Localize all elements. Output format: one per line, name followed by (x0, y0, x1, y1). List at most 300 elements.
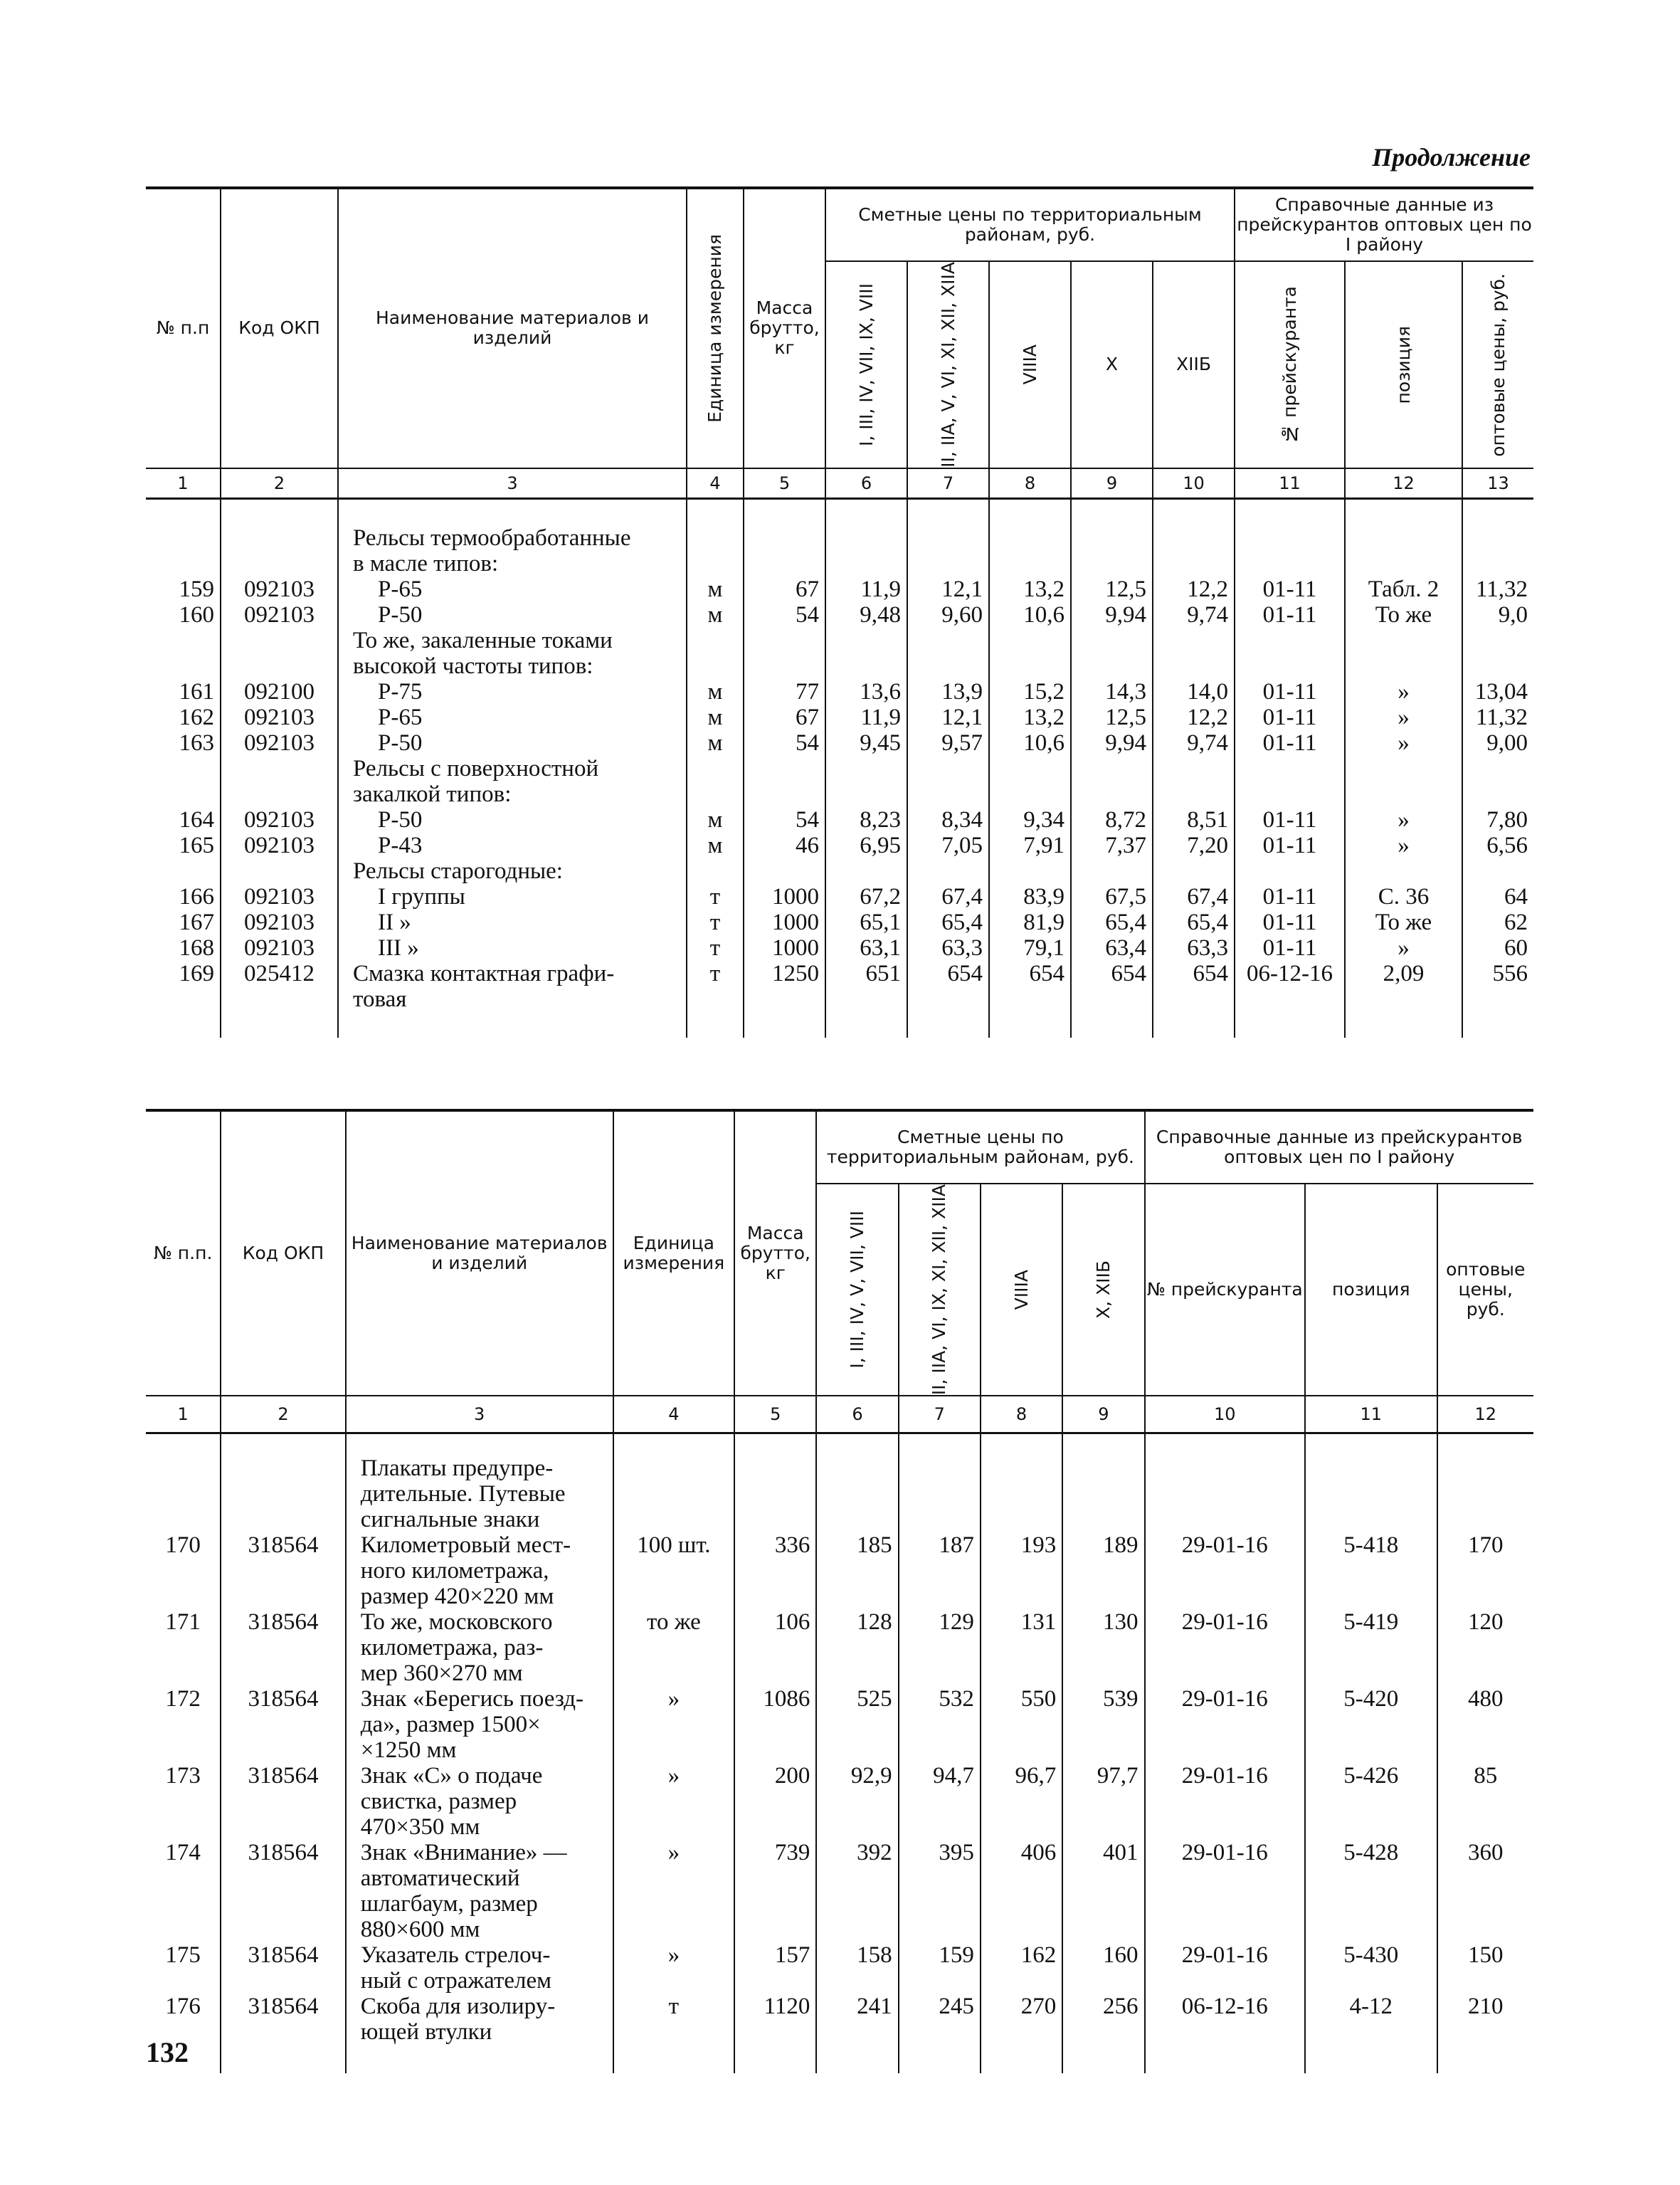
cell-p5: 9,74 (1153, 730, 1235, 756)
cell-p5: 67,4 (1153, 884, 1235, 910)
cell-name: шлагбаум, размер (346, 1891, 613, 1917)
spacer-cell (1153, 498, 1235, 525)
cell-mass: 1250 (744, 961, 825, 986)
cell-pos (1305, 1660, 1437, 1686)
cell-unit (687, 986, 744, 1012)
cell-num: 160 (179, 601, 214, 628)
cell-num (146, 781, 221, 807)
cell-code (221, 1660, 345, 1686)
table-row (146, 1891, 1533, 1917)
cell-p3: 15,2 (989, 679, 1071, 705)
cell-price (1437, 2019, 1533, 2045)
cell-p3 (981, 1968, 1062, 1994)
cell-pr (1145, 2019, 1306, 2045)
price-table-2 (146, 1109, 1533, 2073)
cell-name: высокой частоты типов: (338, 653, 687, 679)
cell-price: 13,04 (1462, 679, 1533, 705)
cell-p4 (1062, 1865, 1144, 1891)
cell-num: 165 (179, 832, 214, 858)
cell-price: 11,32 (1462, 576, 1533, 602)
table-cell (981, 1455, 1062, 1481)
header-ref-group: Справочные данные из прейскурантов оптовых цен по I району (1145, 1110, 1534, 1184)
cell-p2 (899, 1558, 981, 1584)
cell-mass (744, 628, 825, 653)
spacer-cell (221, 1012, 338, 1038)
cell-p3 (981, 1737, 1062, 1763)
cell-pos: 5-428 (1305, 1840, 1437, 1865)
header-ref-col: № прейскуранта (1235, 261, 1345, 468)
cell-mass (734, 1968, 816, 1994)
cell-p3 (989, 756, 1071, 781)
cell-p2 (907, 653, 989, 679)
cell-p3: 96,7 (981, 1763, 1062, 1789)
table-row (146, 1865, 1533, 1891)
cell-p3 (981, 1558, 1062, 1584)
cell-p5: 14,0 (1153, 679, 1235, 705)
cell-unit: » (613, 1942, 734, 1968)
cell-p2: 8,34 (907, 807, 989, 833)
column-number: 1 (146, 1396, 221, 1433)
cell-p3: 654 (989, 961, 1071, 986)
cell-code: 092100 (221, 679, 338, 705)
cell-pos: 5-420 (1305, 1686, 1437, 1712)
cell-unit: м (687, 730, 744, 756)
cell-code: 092103 (221, 576, 338, 602)
cell-pr (1145, 1558, 1306, 1584)
cell-name: товая (338, 986, 687, 1012)
cell-unit (613, 1635, 734, 1660)
cell-price (1437, 1917, 1533, 1942)
cell-code (221, 1558, 345, 1584)
spacer-cell (1153, 1012, 1235, 1038)
cell-num: 159 (179, 576, 214, 602)
cell-num: 170 (165, 1532, 201, 1559)
cell-p2 (907, 628, 989, 653)
cell-unit: м (687, 705, 744, 730)
spacer-cell (1437, 1433, 1533, 1456)
cell-pos (1305, 1712, 1437, 1737)
cell-unit (687, 756, 744, 781)
cell-mass (734, 1660, 816, 1686)
price-table-1 (146, 186, 1533, 1038)
cell-p3 (981, 1584, 1062, 1609)
cell-mass (734, 1737, 816, 1763)
cell-p4: 12,5 (1071, 576, 1153, 602)
cell-mass: 54 (744, 602, 825, 628)
table-cell (734, 1481, 816, 1507)
cell-code (221, 1968, 345, 1994)
cell-p2: 12,1 (907, 705, 989, 730)
cell-price: 360 (1437, 1840, 1533, 1865)
cell-p1 (825, 653, 907, 679)
cell-pos (1305, 1558, 1437, 1584)
header-num: № п.п. (146, 1110, 221, 1396)
column-number: 13 (1462, 468, 1533, 499)
spacer-cell (825, 498, 907, 525)
cell-name: То же, закаленные токами (338, 628, 687, 653)
column-number: 3 (338, 468, 687, 499)
cell-p2 (899, 1814, 981, 1840)
spacer-cell (613, 1433, 734, 1456)
cell-name: 880×600 мм (346, 1917, 613, 1942)
cell-p4 (1071, 986, 1153, 1012)
table-row (146, 576, 1533, 602)
cell-p3 (981, 1712, 1062, 1737)
cell-pos: 2,09 (1345, 961, 1462, 986)
cell-p1: 65,1 (825, 910, 907, 935)
cell-p4 (1062, 1814, 1144, 1840)
cell-p1: 158 (816, 1942, 898, 1968)
cell-p3: 406 (981, 1840, 1062, 1865)
table-cell (1437, 1481, 1533, 1507)
cell-price (1437, 1584, 1533, 1609)
cell-name: ×1250 мм (346, 1737, 613, 1763)
cell-name: Рельсы с поверхностной (338, 756, 687, 781)
cell-unit: м (687, 807, 744, 833)
cell-pos: Табл. 2 (1345, 576, 1462, 602)
cell-pr (1145, 1635, 1306, 1660)
spacer-cell (744, 1012, 825, 1038)
cell-p1: 13,6 (825, 679, 907, 705)
column-number: 11 (1305, 1396, 1437, 1433)
cell-p4 (1071, 781, 1153, 807)
cell-name: размер 420×220 мм (346, 1584, 613, 1609)
header-name: Наименование материалов и изделий (346, 1110, 613, 1396)
cell-pos (1305, 2019, 1437, 2045)
cell-p2 (899, 1712, 981, 1737)
cell-num (146, 1917, 221, 1942)
cell-pos: То же (1345, 910, 1462, 935)
cell-p4: 63,4 (1071, 935, 1153, 961)
table-cell (1145, 1481, 1306, 1507)
cell-pr (1145, 1891, 1306, 1917)
cell-price (1437, 1737, 1533, 1763)
cell-p1: 63,1 (825, 935, 907, 961)
cell-price: 480 (1437, 1686, 1533, 1712)
cell-p1: 9,48 (825, 602, 907, 628)
table-cell (1305, 1455, 1437, 1481)
cell-code: 318564 (221, 1840, 345, 1865)
cell-p4 (1062, 1917, 1144, 1942)
spacer-cell (734, 1433, 816, 1456)
cell-p5: 8,51 (1153, 807, 1235, 833)
cell-p2: 187 (899, 1532, 981, 1558)
cell-price (1462, 858, 1533, 884)
cell-pos: » (1345, 833, 1462, 858)
table-row (146, 858, 1533, 884)
cell-code: 092103 (221, 807, 338, 833)
cell-p1: 651 (825, 961, 907, 986)
cell-p2: 395 (899, 1840, 981, 1865)
cell-unit: т (687, 910, 744, 935)
cell-price (1437, 1660, 1533, 1686)
table-row (146, 756, 1533, 781)
cell-p3 (989, 525, 1071, 551)
cell-pr (1235, 653, 1345, 679)
cell-pos (1305, 1891, 1437, 1917)
cell-unit: то же (613, 1609, 734, 1635)
column-number: 6 (816, 1396, 898, 1433)
cell-code: 092103 (221, 730, 338, 756)
cell-price (1462, 653, 1533, 679)
cell-p2: 12,1 (907, 576, 989, 602)
cell-p1: 11,9 (825, 705, 907, 730)
cell-pos (1345, 551, 1462, 576)
cell-p3: 270 (981, 1994, 1062, 2019)
spacer-cell (221, 1433, 345, 1456)
continuation-label: Продолжение (1372, 143, 1531, 172)
cell-pr: 29-01-16 (1145, 1763, 1306, 1789)
cell-p3: 7,91 (989, 833, 1071, 858)
table-row (146, 602, 1533, 628)
cell-price: 120 (1437, 1609, 1533, 1635)
cell-price (1437, 1635, 1533, 1660)
cell-name: в масле типов: (338, 551, 687, 576)
cell-p4 (1062, 2019, 1144, 2045)
cell-price: 9,0 (1462, 602, 1533, 628)
cell-code (221, 986, 338, 1012)
cell-pos: То же (1345, 602, 1462, 628)
header-price-col: X, XIIБ (1062, 1184, 1144, 1396)
cell-pr: 01-11 (1235, 602, 1345, 628)
cell-code (221, 1789, 345, 1814)
cell-code: 318564 (221, 1994, 345, 2019)
cell-p4 (1062, 1968, 1144, 1994)
cell-pos (1305, 1917, 1437, 1942)
cell-p2: 94,7 (899, 1763, 981, 1789)
cell-name: свистка, размер (346, 1789, 613, 1814)
cell-pr: 29-01-16 (1145, 1532, 1306, 1558)
cell-num (146, 1584, 221, 1609)
spacer-cell (338, 498, 687, 525)
cell-p1 (825, 858, 907, 884)
cell-pos: » (1345, 679, 1462, 705)
cell-p4: 9,94 (1071, 602, 1153, 628)
cell-code (221, 628, 338, 653)
cell-name: Р-65 (338, 705, 687, 730)
cell-p2: 65,4 (907, 910, 989, 935)
spacer-cell (981, 2045, 1062, 2073)
cell-name: 470×350 мм (346, 1814, 613, 1840)
cell-p2 (899, 1660, 981, 1686)
header-unit: Единица измерения (687, 188, 744, 468)
header-price-col: II, IIA, VI, IX, XI, XII, XIIA (899, 1184, 981, 1396)
cell-p2: 9,60 (907, 602, 989, 628)
cell-pos (1345, 525, 1462, 551)
cell-mass (744, 551, 825, 576)
cell-pr (1145, 1712, 1306, 1737)
cell-p5 (1153, 525, 1235, 551)
cell-mass: 77 (744, 679, 825, 705)
cell-p1: 525 (816, 1686, 898, 1712)
table-cell (1437, 1507, 1533, 1532)
cell-pr: 29-01-16 (1145, 1609, 1306, 1635)
table-row (146, 525, 1533, 551)
cell-mass (734, 1789, 816, 1814)
table-cell (1062, 1507, 1144, 1532)
cell-mass (734, 1584, 816, 1609)
table-row (146, 1840, 1533, 1865)
cell-p1 (816, 1660, 898, 1686)
cell-pr: 01-11 (1235, 705, 1345, 730)
table-cell (899, 1507, 981, 1532)
cell-pr (1145, 1968, 1306, 1994)
cell-p1 (816, 1865, 898, 1891)
cell-p4 (1071, 653, 1153, 679)
cell-price (1462, 781, 1533, 807)
cell-code: 092103 (221, 884, 338, 910)
column-number: 9 (1062, 1396, 1144, 1433)
cell-mass: 1000 (744, 884, 825, 910)
cell-p1: 128 (816, 1609, 898, 1635)
cell-p2 (899, 2019, 981, 2045)
cell-code (221, 1584, 345, 1609)
table-row (146, 1942, 1533, 1968)
cell-num (146, 1891, 221, 1917)
cell-mass (734, 1558, 816, 1584)
cell-num (146, 1558, 221, 1584)
cell-unit (613, 1660, 734, 1686)
table-row (146, 1917, 1533, 1942)
cell-num (146, 628, 221, 653)
cell-p5: 63,3 (1153, 935, 1235, 961)
cell-pos (1305, 1865, 1437, 1891)
spacer-cell (1345, 1012, 1462, 1038)
header-mass: Масса брутто, кг (744, 188, 825, 468)
spacer-cell (1462, 498, 1533, 525)
cell-code (221, 781, 338, 807)
cell-p2: 129 (899, 1609, 981, 1635)
table-cell (221, 1455, 345, 1481)
cell-p2 (907, 525, 989, 551)
table-row (146, 1994, 1533, 2019)
table-row (146, 1532, 1533, 1558)
cell-code (221, 1865, 345, 1891)
cell-pr (1145, 1814, 1306, 1840)
cell-p3: 550 (981, 1686, 1062, 1712)
cell-p2 (899, 1865, 981, 1891)
cell-unit: » (613, 1763, 734, 1789)
cell-mass (734, 1891, 816, 1917)
cell-pr (1145, 1737, 1306, 1763)
cell-p3 (981, 1917, 1062, 1942)
cell-p4: 256 (1062, 1994, 1144, 2019)
cell-unit (687, 628, 744, 653)
cell-code: 092103 (221, 602, 338, 628)
cell-price (1462, 628, 1533, 653)
cell-name: Знак «Берегись поезд- (346, 1686, 613, 1712)
cell-pos (1305, 1584, 1437, 1609)
cell-unit: т (687, 961, 744, 986)
cell-p3: 162 (981, 1942, 1062, 1968)
column-number: 9 (1071, 468, 1153, 499)
table-row (146, 986, 1533, 1012)
spacer-cell (907, 1012, 989, 1038)
cell-price (1437, 1968, 1533, 1994)
cell-num (146, 1660, 221, 1686)
cell-unit: м (687, 602, 744, 628)
cell-pr (1235, 628, 1345, 653)
cell-p3: 193 (981, 1532, 1062, 1558)
cell-p1 (825, 525, 907, 551)
cell-unit (613, 1558, 734, 1584)
cell-pr (1145, 1789, 1306, 1814)
cell-p2 (899, 1737, 981, 1763)
cell-p4 (1062, 1789, 1144, 1814)
cell-pr: 01-11 (1235, 884, 1345, 910)
spacer-cell (1235, 498, 1345, 525)
cell-name: Р-50 (338, 602, 687, 628)
spacer-cell (221, 498, 338, 525)
cell-unit: т (687, 935, 744, 961)
table-cell (981, 1507, 1062, 1532)
cell-code: 092103 (221, 935, 338, 961)
cell-p5 (1153, 781, 1235, 807)
cell-name: Рельсы термообработанные (338, 525, 687, 551)
cell-p3 (981, 2019, 1062, 2045)
cell-p4 (1062, 1737, 1144, 1763)
cell-price: 210 (1437, 1994, 1533, 2019)
cell-code: 318564 (221, 1686, 345, 1712)
cell-pos (1305, 1814, 1437, 1840)
cell-pr (1145, 1917, 1306, 1942)
cell-p4: 160 (1062, 1942, 1144, 1968)
column-number: 12 (1345, 468, 1462, 499)
cell-num: 169 (179, 960, 214, 986)
cell-price: 60 (1462, 935, 1533, 961)
cell-code: 318564 (221, 1942, 345, 1968)
cell-unit (613, 1789, 734, 1814)
cell-p2: 63,3 (907, 935, 989, 961)
cell-name: Р-50 (338, 807, 687, 833)
cell-p4 (1071, 628, 1153, 653)
column-number: 10 (1145, 1396, 1306, 1433)
cell-p5: 12,2 (1153, 705, 1235, 730)
cell-name: Знак «С» о подаче (346, 1763, 613, 1789)
cell-p4 (1071, 551, 1153, 576)
cell-mass: 67 (744, 576, 825, 602)
section-title: сигнальные знаки (346, 1507, 613, 1532)
spacer-cell (825, 1012, 907, 1038)
cell-num (146, 1865, 221, 1891)
cell-name: Р-65 (338, 576, 687, 602)
spacer-cell (1071, 1012, 1153, 1038)
cell-price: 11,32 (1462, 705, 1533, 730)
table-row (146, 1789, 1533, 1814)
cell-p3: 10,6 (989, 602, 1071, 628)
cell-num (146, 858, 221, 884)
cell-mass (744, 781, 825, 807)
column-number: 8 (989, 468, 1071, 499)
cell-pr: 01-11 (1235, 935, 1345, 961)
cell-code: 092103 (221, 833, 338, 858)
header-price-col: I, III, IV, V, VII, VIII (816, 1184, 898, 1396)
cell-code (221, 525, 338, 551)
cell-mass: 336 (734, 1532, 816, 1558)
cell-p1: 9,45 (825, 730, 907, 756)
header-ref-col: оптовые цены, руб. (1437, 1184, 1533, 1396)
spacer-cell (346, 2045, 613, 2073)
table-row (146, 1686, 1533, 1712)
table-cell (734, 1507, 816, 1532)
cell-code (221, 1712, 345, 1737)
spacer-cell (899, 1433, 981, 1456)
cell-name: ющей втулки (346, 2019, 613, 2045)
cell-p1 (825, 781, 907, 807)
cell-num: 171 (165, 1609, 201, 1636)
cell-p3 (989, 653, 1071, 679)
cell-pr (1235, 551, 1345, 576)
